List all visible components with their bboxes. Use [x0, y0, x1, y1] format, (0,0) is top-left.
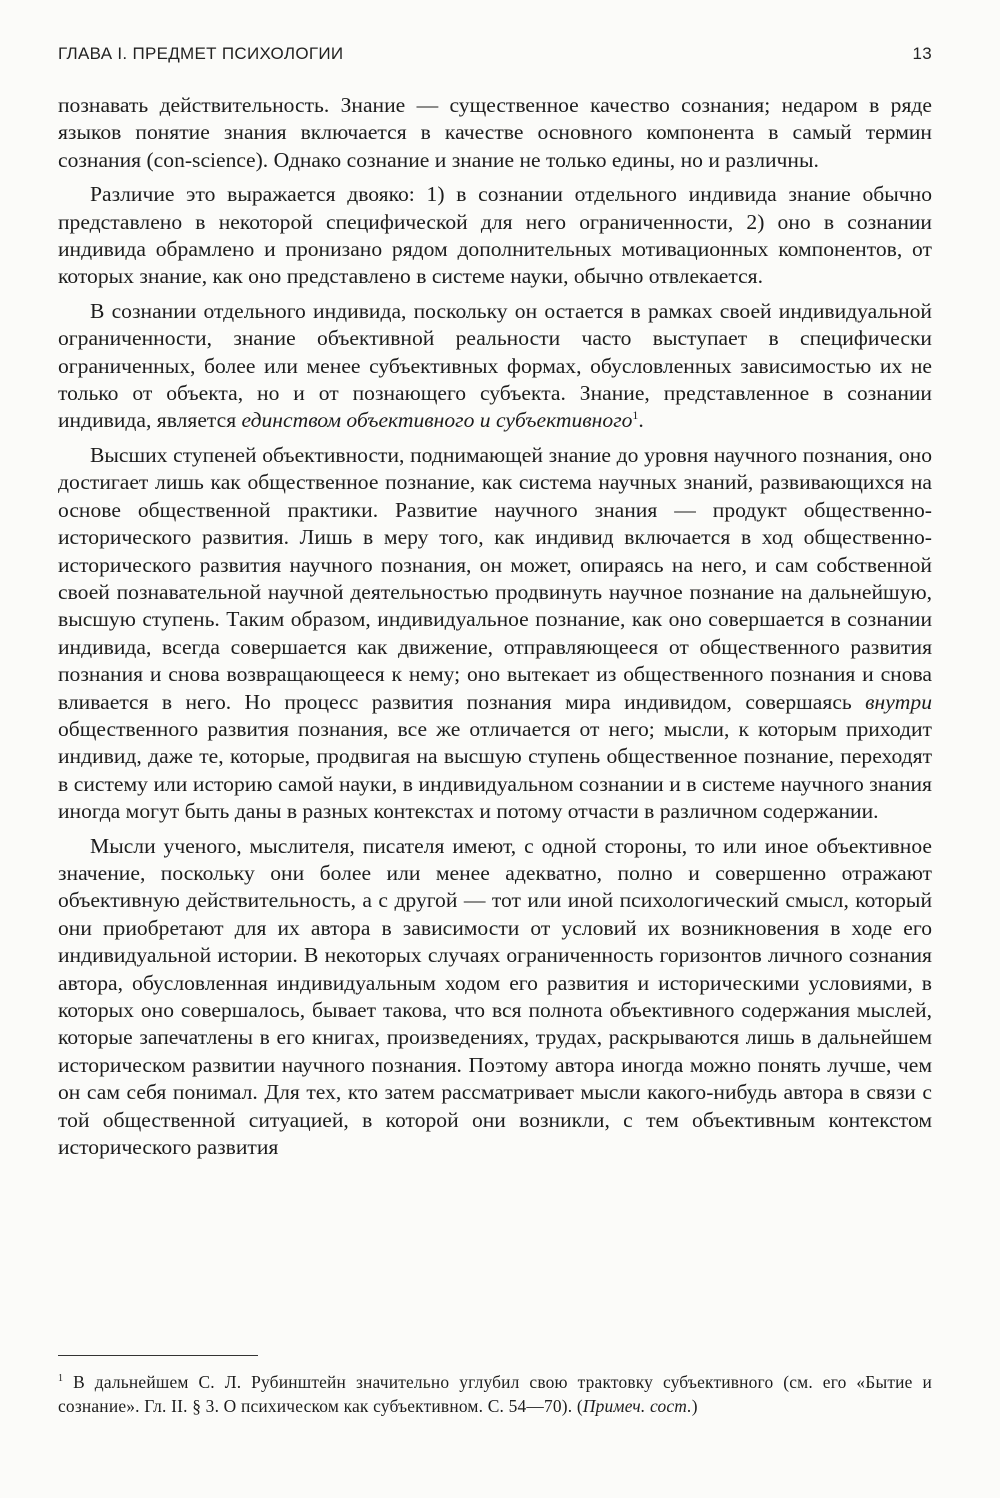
footnote-marker: 1 — [58, 1373, 64, 1385]
running-head — [58, 44, 932, 70]
emphasis-text: единством объективного и субъективного — [241, 408, 633, 433]
paragraph: Мысли ученого, мыслителя, писателя имеют, с одной стороны, то или иное объективное значение, поскольку они более или менее адекватно, полно и совершенно отражают объективную действительность, а с другой — тот или иной психологический смысл, который они приобретают для их автора в зависимости от условий их возникновения в ходе его индивидуальной истории. В некоторых случаях ограниченность горизонтов личного сознания автора, обусловленная индивидуальным ходом его развития и историческими условиями, в которых оно совершалось, бывает такова, что вся полнота объективного содержания мыслей, которые запечатлены в его книгах, произведениях, трудах, раскрываются лишь в дальнейшем историческом развитии научного познания. Поэтому автора иногда можно понять лучше, чем он сам себя понимал. Для тех, кто затем рассматривает мысли какого-нибудь автора в связи с той общественной ситуацией, в которой они возникли, с тем объективным контекстом исторического развития — [58, 833, 932, 1160]
chapter-title: ГЛАВА I. ПРЕДМЕТ ПСИХОЛОГИИ — [58, 44, 344, 63]
paragraph: Различие это выражается двояко: 1) в сознании отдельного индивида знание обычно представлено в некоторой специфической для него ограниченности, 2) оно в сознании индивида обрамлено и пронизано рядом дополнительных мотивационных компонентов, от которых знание, как оно представлено в системе науки, обычно отвлекается. — [58, 182, 932, 289]
page-number: 13 — [912, 44, 932, 63]
paragraph: Высших ступеней объективности, поднимающей знание до уровня научного познания, оно достигает лишь как общественное познание, как система научных знаний, развивающихся на основе общественной практики. Развитие научного знания — продукт общественно-исторического развития. Лишь в меру того, как индивид включается в ход общественно-исторического развития научного познания, он может, опираясь на него, и сам собственной своей познавательной научной деятельностью продвинуть научное познание на дальнейшую, высшую ступень. Таким образом, индивидуальное познание, как оно совершается в сознании индивида, всегда совершается как движение, отправляющееся от общественного развития познания и снова возвращающееся к нему; оно вытекает из общественного познания и снова вливается в него. Но процесс развития познания мира индивидом, совершаясь внутри общественного развития познания, все же отличается от него; мысли, к которым приходит индивид, даже те, которые, продвигая на высшую ступень общественное познание, переходят в систему или историю самой науки, в индивидуальном сознании и в системе научного знания иногда могут быть даны в разных контекстах и потому отчасти в различном содержании. — [58, 442, 932, 824]
footnote: $^1$ В дальнейшем С. Л. Рубинштейн значительно углубил свою трактовку субъективного (см. его «Бытие и сознание». Гл. II. § 3. О психическом как субъективном. С. 54—70). (Примеч. сост.) — [58, 1372, 932, 1416]
footnote-divider — [58, 1355, 258, 1356]
paragraph: В сознании отдельного индивида, поскольку он остается в рамках своей индивидуальной ограниченности, знание объективной реальности часто выступает в специфически ограниченных, более или менее субъективных формах, обусловленных зависимостью их не только от объекта, но и от познающего субъекта. Знание, представленное в сознании индивида, является единством объективного и субъективного$^1$. — [58, 298, 932, 433]
note-label: Примеч. сост. — [582, 1396, 692, 1416]
emphasis-text: внутри — [865, 689, 932, 714]
paragraph: познавать действительность. Знание — существенное качество сознания; недаром в ряде языков понятие знания включается в качестве основного компонента в самый термин сознания (con-science). Однако сознание и знание не только едины, но и различны. — [58, 93, 932, 172]
footnote-reference: 1 — [632, 408, 639, 423]
main-text — [58, 92, 932, 1168]
